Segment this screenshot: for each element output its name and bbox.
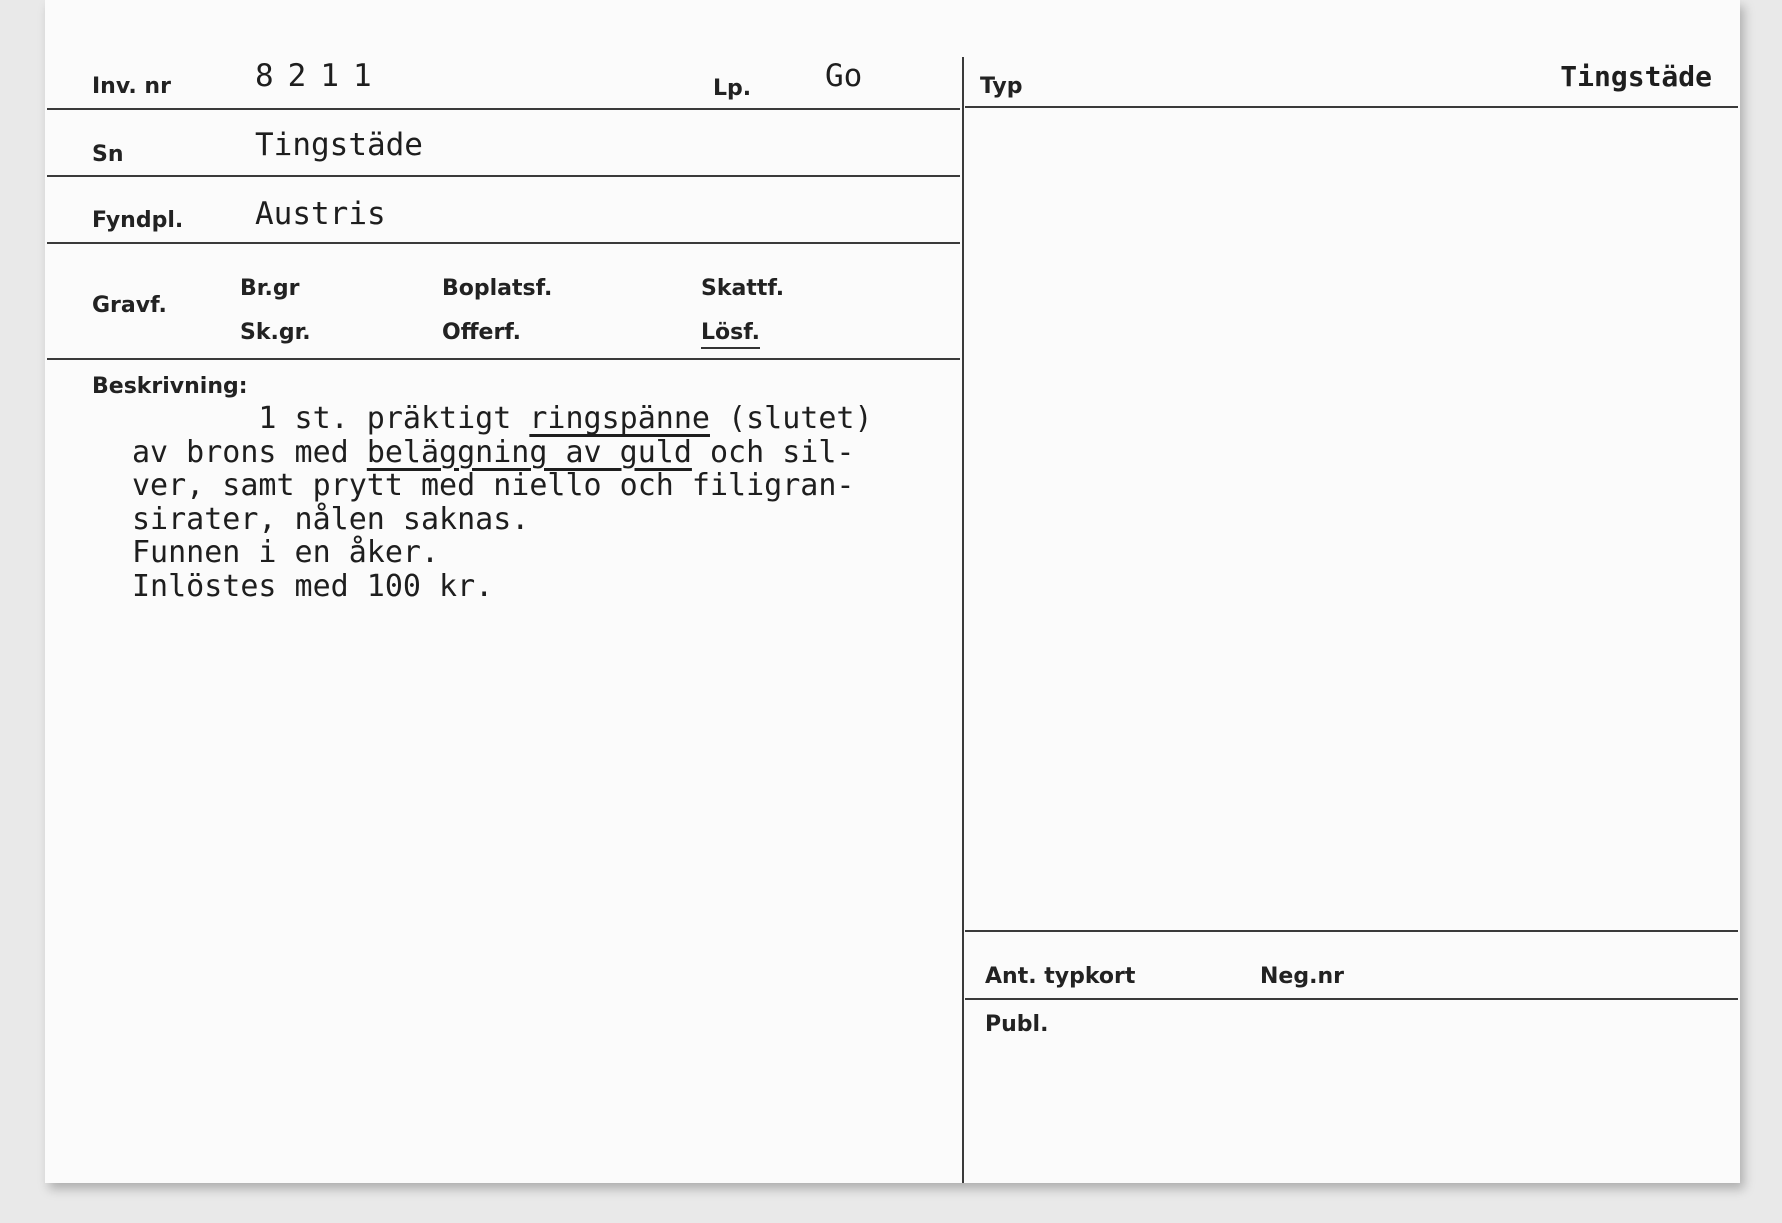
- description-line: sirater, nålen saknas.: [132, 501, 530, 537]
- typ-divider: [965, 106, 1738, 108]
- neg-nr-label: Neg.nr: [1260, 964, 1344, 989]
- description-line: 1 st. präktigt ringspänne (slutet): [132, 401, 873, 436]
- row-divider: [47, 358, 960, 360]
- lp-label: Lp.: [713, 76, 752, 101]
- typ-label: Typ: [980, 74, 1023, 99]
- footer-divider: [965, 930, 1738, 932]
- fyndpl-label: Fyndpl.: [92, 208, 184, 233]
- losf-label: Lösf.: [701, 320, 760, 349]
- footer-divider: [965, 998, 1738, 1000]
- column-divider: [962, 57, 964, 1183]
- description-line: ver, samt prytt med niello och filigran-: [132, 468, 855, 503]
- sn-value: Tingstäde: [255, 127, 423, 163]
- boplatsf-label: Boplatsf.: [442, 276, 553, 301]
- fyndpl-value: Austris: [255, 196, 386, 232]
- br-gr-label: Br.gr: [240, 276, 300, 301]
- description-text: [132, 402, 1012, 603]
- ant-typkort-label: Ant. typkort: [985, 964, 1136, 989]
- skattf-label: Skattf.: [701, 276, 785, 301]
- underlined-term: beläggning av guld: [366, 434, 692, 470]
- inv-nr-label: Inv. nr: [92, 74, 171, 99]
- underlined-term: ringspänne: [529, 401, 710, 436]
- row-divider: [47, 242, 960, 244]
- description-line: av brons med beläggning av guld och sil-: [132, 434, 855, 470]
- typ-value: Tingstäde: [1560, 60, 1712, 93]
- description-line: Inlöstes med 100 kr.: [132, 568, 494, 604]
- row-divider: [47, 108, 960, 110]
- offerf-label: Offerf.: [442, 320, 522, 345]
- beskrivning-label: Beskrivning:: [92, 374, 248, 399]
- publ-label: Publ.: [985, 1012, 1049, 1037]
- sn-label: Sn: [92, 142, 124, 167]
- description-line: Funnen i en åker.: [132, 535, 440, 570]
- sk-gr-label: Sk.gr.: [240, 320, 311, 345]
- lp-value: Go: [825, 58, 863, 94]
- row-divider: [47, 175, 960, 177]
- gravf-label: Gravf.: [92, 293, 167, 318]
- catalog-card: [45, 0, 1740, 1183]
- inv-nr-value: 8211: [255, 58, 386, 94]
